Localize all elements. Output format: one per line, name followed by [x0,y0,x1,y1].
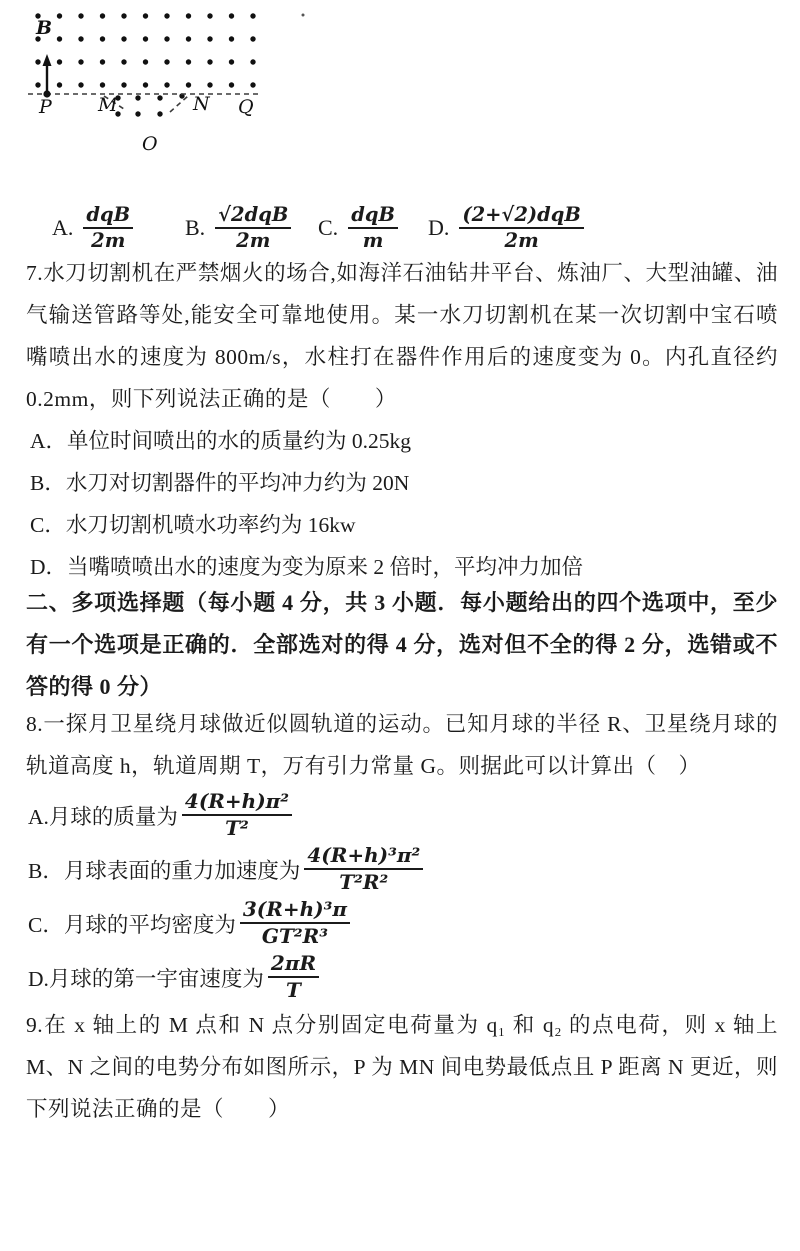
q8-option-d [28,950,788,1004]
q7-option-b: B．水刀对切割器件的平均冲力约为 20N [30,471,410,495]
label-B: B [36,17,53,39]
q6-option-b [185,196,291,260]
q8-option-a-text: A.月球的质量为 [28,804,178,829]
field-dots [35,13,255,116]
question-8-options [28,788,788,1004]
q6-option-b-label: B. [185,215,206,240]
q6-option-a [52,196,133,260]
label-N: N [193,93,210,115]
q8-option-d-formula: $\frac{2\pi R}{T}$ [268,952,319,1002]
q6-option-a-label: A. [52,215,74,240]
q8-option-d-text: D.月球的第一宇宙速度为 [28,966,264,991]
q8-option-b-text: B．月球表面的重力加速度为 [28,858,301,883]
question-8-stem: 8.一探月卫星绕月球做近似圆轨道的运动。已知月球的半径 R、卫星绕月球的轨道高度 h，轨道周期 T，万有引力常量 G。则据此可以计算出（ ） [26,712,778,778]
q8-option-b-formula: $\frac{\text{4(R+h)³π²}}{\text{T²R²}}$ [304,844,423,894]
q8-option-c-text: C．月球的平均密度为 [28,912,236,937]
q6-option-c-formula: $\frac{\text{dqB}}{m}$ [348,204,398,253]
q6-options-row [0,196,800,260]
q8-option-a-formula: $\frac{\text{4(R+h)π²}}{\text{T²}}$ [182,790,292,840]
label-P: P [39,96,52,118]
scan-artifact-dot [302,14,305,17]
q6-option-c-label: C. [318,215,339,240]
question-7-options [30,420,778,588]
q7-option-a: A．单位时间喷出的水的质量约为 0.25kg [30,429,412,453]
q8-option-c-formula: $\frac{\text{3(R+h)³π}}{\text{GT²R³}}$ [240,898,350,948]
q8-option-a [28,788,788,842]
label-M: M [98,94,118,116]
magnetic-field-figure [20,6,330,161]
q6-option-b-formula: $\frac{\text{√2dqB}}{2m}$ [215,204,291,253]
q6-option-d-formula: $\frac{\text{(2+√2)dqB}}{2m}$ [459,204,584,253]
question-7-stem: 7.水刀切割机在严禁烟火的场合,如海洋石油钻井平台、炼油厂、大型油罐、油气输送管路等处,能安全可靠地使用。某一水刀切割机在某一次切割中宝石喷嘴喷出水的速度为 800m/s，水柱打在器件作用后的速度变为 0。内孔直径约 0.2mm，则下列说法正确的是（ ） [26,261,778,411]
q7-option-d: D．当嘴喷喷出水的速度为变为原来 2 倍时，平均冲力加倍 [30,555,584,579]
label-O: O [142,133,158,155]
arc-segment-near-N [170,96,188,112]
q6-option-d-label: D. [428,215,450,240]
q8-option-c [28,896,788,950]
q6-option-d [428,196,584,260]
q6-option-a-formula: $\frac{\text{dqB}}{2m}$ [83,204,133,253]
label-Q: Q [238,96,254,118]
question-9-stem: 9.在 x 轴上的 M 点和 N 点分别固定电荷量为 q₁ 和 q₂ 的点电荷，则 x 轴上 M、N 之间的电势分布如图所示，P 为 MN 间电势最低点且 P 距离 N 更近，则下列说法正确的是（ ） [26,1013,778,1121]
q6-option-c [318,196,398,260]
q8-option-b [28,842,788,896]
section-2-header: 二、多项选择题（每小题 4 分，共 3 小题．每小题给出的四个选项中，至少有一个选项是正确的．全部选对的得 4 分，选对但不全的得 2 分，选错或不答的得 0 分） [26,590,778,699]
q7-option-c: C．水刀切割机喷水功率约为 16kw [30,513,356,537]
velocity-arrow [43,54,52,98]
